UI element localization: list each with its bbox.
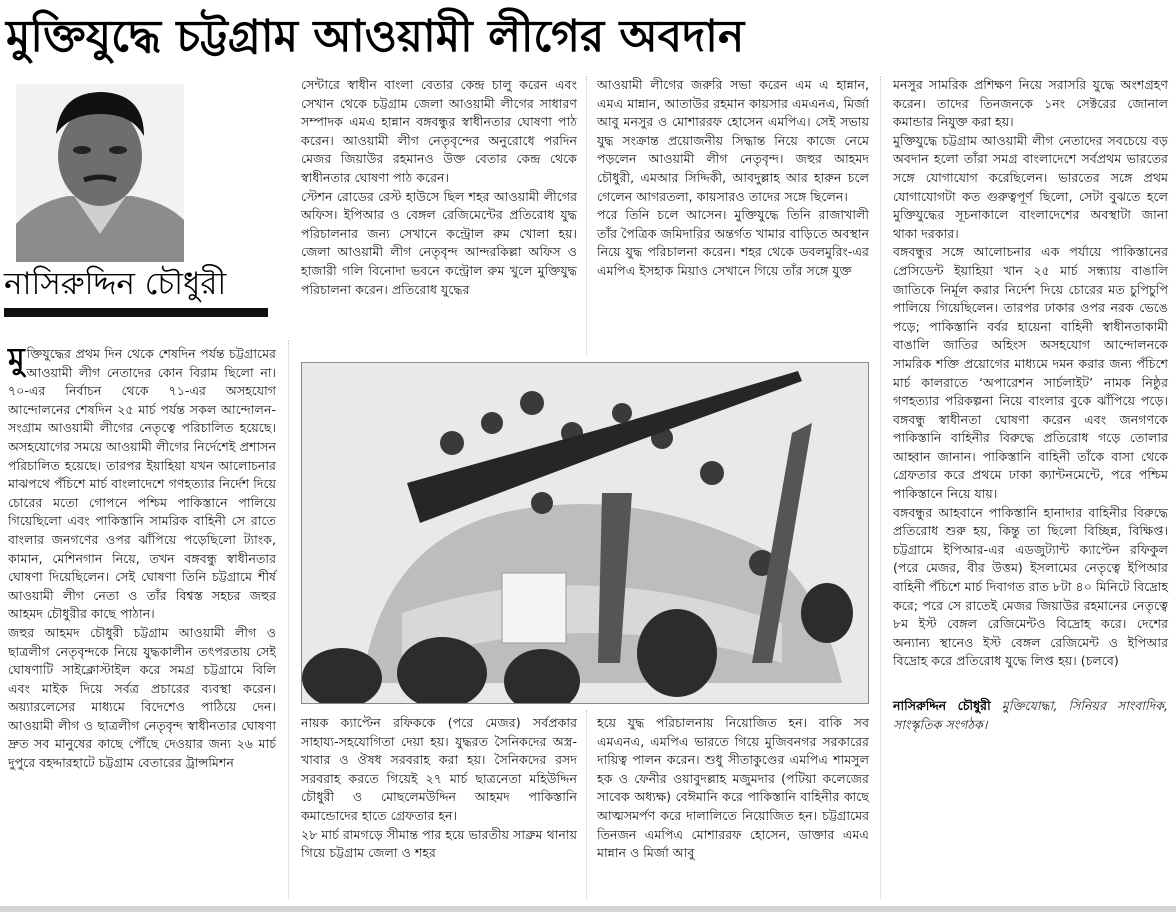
footer-rule xyxy=(0,906,1176,912)
paragraph: জহুর আহমদ চৌধুরী চট্টগ্রাম আওয়ামী লীগ ও ছাত্রলীগ নেতৃবৃন্দকে নিয়ে যুদ্ধকালীন তৎপরতায় সেই ঘোষণাটি সাইক্লোস্টাইল করে সমগ্র চট্টগ্রামে বিলি এবং মাইক দিয়ে সর্বত্র প্রচারের ব্যবস্থা করেন। অয়্যারলেসের মাধ্যমে বিদেশেও পাঠিয়ে দেন। আওয়ামী লীগ ও ছাত্রলীগ নেতৃবৃন্দ স্বাধীনতার ঘোষণা দ্রুত সব মানুষের কাছে পৌঁছে দেওয়ার জন্য ২৬ মার্চ দুপুরে বহদ্দারহাটে চট্টগ্রাম বেতারের ট্রান্সমিশন xyxy=(8,624,276,771)
freedom-fighters-photo xyxy=(302,363,868,703)
paragraph: বঙ্গবন্ধুর আহবানে পাকিস্তানি হানাদার বাহিনীর বিরুদ্ধে প্রতিরোধ শুরু হয়, কিন্তু তা ছিলো বিচ্ছিন্ন, বিক্ষিপ্ত। চট্টগ্রামে ইপিআর-এর এডজুট্যান্ট ক্যাপ্টেন রফিকুল (পরে মেজর, বীর উত্তম) ইসলামের নেতৃত্বে ইপিআর বাহিনী পঁচিশে মার্চ দিবাগত রাত ৮টা ৪০ মিনিটে বিদ্রোহ করে; পরে সে রাতেই মেজর জিয়াউর রহমানের নেতৃত্বে ৮ম ইস্ট বেঙ্গল রেজিমেন্টও বিদ্রোহ করে। দেশের অন্যান্য স্থানেও ইস্ট বেঙ্গল রেজিমেন্ট ও ইপিআর বিদ্রোহ করে প্রতিরোধ যুদ্ধে লিপ্ত হয়। (চলবে) xyxy=(893,504,1168,669)
paragraph: স্টেশন রোডের রেস্ট হাউসে ছিল শহর আওয়ামী লীগের অফিস। ইপিআর ও বেঙ্গল রেজিমেন্টের প্রতিরোধ যুদ্ধ পরিচালনার জন্য সেখানে কন্ট্রোল রুম খোলা হয়। জেলা আওয়ামী লীগ নেতৃবৃন্দ আন্দরকিল্লা অফিস ও হাজারী গলি বিনোদা ভবনে কন্ট্রোল রুম খুলে মুক্তিযুদ্ধ পরিচালনা করেন। প্রতিরোধ যুদ্ধের xyxy=(301,188,577,297)
column-divider xyxy=(586,710,587,900)
paragraph: আওয়ামী লীগের জরুরি সভা করেন এম এ হান্নান, এমএ মান্নান, আতাউর রহমান কায়সার এমএনএ, মির্জা আবু মনসুর ও মোশাররফ হোসেন এমপিএ। সেই সভায় যুদ্ধ সংক্রান্ত প্রয়োজনীয় সিদ্ধান্ত নিয়ে কাজে নেমে পড়লেন আওয়ামী লীগ নেতৃবৃন্দ। জহুর আহমদ চৌধুরী, এমআর সিদ্দিকী, আবদুল্লাহ আর হারুন চলে গেলেন আগরতলা, কায়সারও তাদের সঙ্গে ছিলেন। xyxy=(597,77,869,204)
column-2-top xyxy=(301,76,577,299)
paragraph: হয়ে যুদ্ধ পরিচালনায় নিয়োজিত হন। বাকি সব এমএনএ, এমপিএ ভারতে গিয়ে মুজিবনগর সরকারের দায়িত্ব পালন করেন। শুধু সীতাকুণ্ডের এমপিএ শামসুল হক ও ফেনীর ওয়াবুদল্লাহ মজুমদার (পটিয়া কলেজের সাবেক অধ্যক্ষ) বেঈমানি করে পাকিস্তানি বাহিনীর কাছে আত্মসমর্পণ করে দালালিতে নিয়োজিত হন। চট্টগ্রামের তিনজন এমপিএ মোশাররফ হোসেন, ডাক্তার এমএ মান্নান ও মির্জা আবু xyxy=(597,715,869,861)
article-headline: মুক্তিযুদ্ধে চট্টগ্রাম আওয়ামী লীগের অবদান xyxy=(6,11,745,62)
paragraph: মনসুর সামরিক প্রশিক্ষণ নিয়ে সরাসরি যুদ্ধে অংশগ্রহণ করেন। তাদের তিনজনকে ১নং সেক্টরের জোনাল কমান্ডার নিযুক্ত করা হয়। xyxy=(893,77,1168,130)
paragraph: সেন্টারে স্বাধীন বাংলা বেতার কেন্দ্র চালু করেন এবং সেখান থেকে চট্টগ্রাম জেলা আওয়ামী লীগের সাধারণ সম্পাদক এমএ হান্নান বঙ্গবন্ধুর স্বাধীনতার ঘোষণা পাঠ করেন। আওয়ামী লীগ নেতৃবৃন্দের অনুরোধে পরদিন মেজর জিয়াউর রহমানও উক্ত বেতার কেন্দ্র থেকে স্বাধীনতার ঘোষণা পাঠ করেন। xyxy=(301,77,577,185)
author-portrait-image xyxy=(16,84,184,262)
column-divider xyxy=(288,340,289,900)
column-4 xyxy=(893,76,1168,734)
author-portrait xyxy=(16,84,184,262)
column-1 xyxy=(8,342,276,773)
paragraph: ২৮ মার্চ রামগড়ে সীমান্ত পার হয়ে ভারতীয় সাব্রুম থানায় গিয়ে চট্টগ্রাম জেলা ও শহর xyxy=(301,826,577,861)
paragraph: মুক্তিযুদ্ধে চট্টগ্রাম আওয়ামী লীগ নেতাদের সবচেয়ে বড় অবদান হলো তাঁরা সমগ্র বাংলাদেশে সর্বপ্রথম ভারতের সঙ্গে যোগাযোগ করেছিলেন। ভারতের সঙ্গে প্রথম যোগাযোগটা কত গুরুত্বপূর্ণ ছিলো, সেটা বুঝতে হলে মুক্তিযুদ্ধের সূচনাকালে বাংলাদেশের অবস্থাটা জানা থাকা দরকার। xyxy=(893,132,1168,241)
column-divider xyxy=(880,76,881,900)
paragraph: পরে তিনি চলে আসেন। মুক্তিযুদ্ধে তিনি রাজাখালী তাঁর পৈত্রিক জমিদারির অন্তর্গত খামার বাড়িতে অবস্থান নিয়ে যুদ্ধ পরিচালনা করেন। শহর থেকে ডবলমুরিং-এর এমপিএ ইসহাক মিয়াও সেখানে গিয়ে তাঁর সঙ্গে যুক্ত xyxy=(597,207,869,278)
column-2-bottom xyxy=(301,714,577,863)
column-3-top xyxy=(597,76,869,281)
paragraph: নায়ক ক্যাপ্টেন রফিককে (পরে মেজর) সর্বপ্রকার সাহায্য-সহযোগিতা দেয়া হয়। যুদ্ধরত সৈনিকদের অস্ত্র-খাবার ও ঔষধ সরবরাহ করা হয়। সৈনিকদের রসদ সরবরাহ করতে গিয়েই ২৭ মার্চ ছাত্রনেতা মহিউদ্দিন চৌধুরী ও মোছলেমউদ্দিন আহমদ পাকিস্তানি কমান্ডোদের হাতে গ্রেফতার হন। xyxy=(301,715,577,823)
credit-description: মুক্তিযোদ্ধা, সিনিয়র সাংবাদিক, সাংস্কৃতিক সংগঠক। xyxy=(893,698,1168,732)
paragraph xyxy=(8,342,276,624)
article-photo xyxy=(301,362,869,704)
column-divider xyxy=(586,76,587,356)
paragraph: বঙ্গবন্ধুর সঙ্গে আলোচনার এক পর্যায়ে পাকিস্তানের প্রেসিডেন্ট ইয়াহিয়া খান ২৫ মার্চ সন্ধ্যায় বাঙালি জাতিকে নির্মূল করার নির্দেশ দিয়ে চোরের মত চুপিচুপি পালিয়ে গিয়েছিলেন। তারপর ঢাকার ওপর নরক ভেঙে পড়ে; পাকিস্তানি বর্বর হায়েনা বাহিনী স্বাধীনতাকামী বাঙালি জাতির অহিংস অসহযোগ আন্দোলনকে সামরিক শক্তি প্রয়োগের মাধ্যমে দমন করার জন্য পঁচিশে মার্চ কালরাতে ‘অপারেশন সার্চলাইট’ নামক নিষ্ঠুর গণহত্যার পরিকল্পনা নিয়ে বাংলার বুকে ঝাঁপিয়ে পড়ে। বঙ্গবন্ধু স্বাধীনতা ঘোষণা করেন এবং জনগণকে পাকিস্তানি বাহিনীর বিরুদ্ধে প্রতিরোধ গড়ে তোলার আহ্বান জানান। পাকিস্তানি বাহিনী তাঁকে বাসা থেকে গ্রেফতার করে প্রথমে ঢাকা ক্যান্টনমেন্টে, পরে পশ্চিম পাকিস্তানে নিয়ে যায়। xyxy=(893,244,1168,502)
drop-cap: মু xyxy=(8,342,25,377)
column-3-bottom xyxy=(597,714,869,863)
paragraph-text: ক্তিযুদ্ধের প্রথম দিন থেকে শেষদিন পর্যন্ত চট্টগ্রামের আওয়ামী লীগ নেতাদের কোন বিরাম ছিলো না। ৭০-এর নির্বাচন থেকে ৭১-এর অসহযোগ আন্দোলনের শেষদিন ২৫ মার্চ পর্যন্ত সকল আন্দোলন-সংগ্রাম আওয়ামী লীগের নেতৃত্বে পরিচালিত হয়েছে। অসহযোগের সময়ে আওয়ামী লীগের নির্দেশেই প্রশাসন পরিচালিত হয়েছে। তারপর ইয়াহিয়া যখন আলোচনার মাঝপথে পঁচিশে মার্চ বাংলাদেশে গণহত্যার নির্দেশ দিয়ে চোরের মতো গোপনে পশ্চিম পাকিস্তানে পালিয়ে গিয়েছিলো এবং পাকিস্তানি সামরিক বাহিনী সে রাতে বাংলার জনগণের ওপর ঝাঁপিয়ে পড়েছিলো ট্যাংক, কামান, মেশিনগান নিয়ে, তখন বঙ্গবন্ধু স্বাধীনতার ঘোষণা দিয়েছিলেন। সেই ঘোষণা তিনি চট্টগ্রামে শীর্ষ আওয়ামী লীগ নেতা ও তাঁর বিশ্বস্ত সহচর জহুর আহমদ চৌধুরীর কাছে পাঠান। xyxy=(8,346,276,622)
author-byline: নাসিরুদ্দিন চৌধুরী xyxy=(4,266,227,302)
byline-underline xyxy=(4,308,268,317)
credit-name: নাসিরুদ্দিন চৌধুরী xyxy=(893,698,991,713)
author-credit xyxy=(893,697,1168,734)
